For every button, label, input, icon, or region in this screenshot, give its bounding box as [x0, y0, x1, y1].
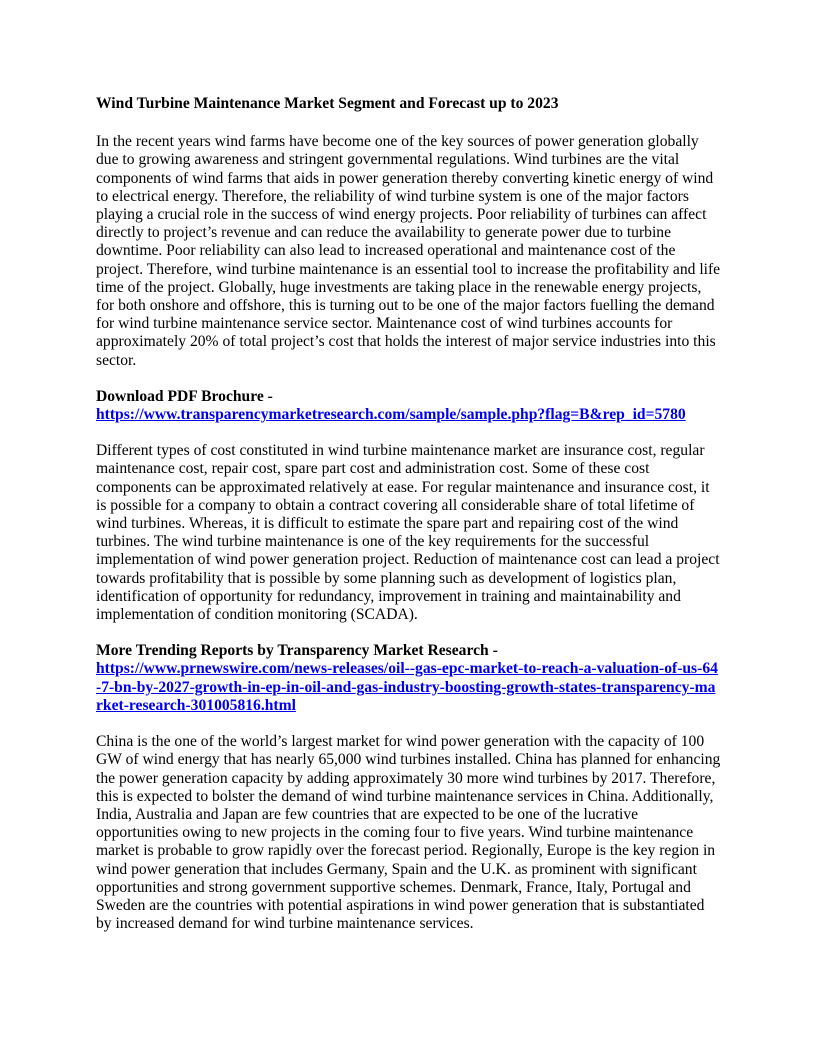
trending-link[interactable]: https://www.prnewswire.com/news-releases/oil--gas-epc-market-to-reach-a-valuation-of-us-64-7-bn-by-2027-growth-in-ep-in-oil-and-gas-industry-boosting-growth-states-transparency-market-research-301005816.html	[96, 660, 718, 714]
document-title: Wind Turbine Maintenance Market Segment and Forecast up to 2023	[96, 95, 559, 112]
cost-paragraph	[96, 442, 722, 624]
brochure-label: Download PDF Brochure -	[96, 387, 273, 405]
trending-section	[96, 642, 722, 715]
cost-paragraph-text: Different types of cost constituted in wind turbine maintenance market are insurance cost, regular maintenance cost, repair cost, spare part cost and administration cost. Some of these cost components can be approximated relatively at ease. For regular maintenance and insurance cost, it is possible for a company to obtain a contract covering all considerable share of total lifetime of wind turbines. Whereas, it is difficult to estimate the spare part and repairing cost of the wind turbines. The wind turbine maintenance is one of the key requirements for the successful implementation of wind power generation project. Reduction of maintenance cost can lead a project towards profitability that is possible by some planning such as development of logistics plan, identification of opportunity for redundancy, improvement in training and maintainability and implementation of condition monitoring (SCADA).	[96, 442, 720, 624]
regional-paragraph	[96, 733, 722, 933]
brochure-link[interactable]: https://www.transparencymarketresearch.com/sample/sample.php?flag=B&rep_id=5780	[96, 406, 686, 424]
brochure-section	[96, 388, 722, 424]
document-page	[96, 95, 722, 951]
intro-paragraph	[96, 133, 722, 370]
intro-paragraph-text: In the recent years wind farms have become one of the key sources of power generation globally due to growing awareness and stringent governmental regulations. Wind turbines are the vital components of wind farms that aids in power generation thereby converting kinetic energy of wind to electrical energy. Therefore, the reliability of wind turbine system is one of the major factors playing a crucial role in the success of wind energy projects. Poor reliability of turbines can affect directly to project’s revenue and can reduce the availability to generate power due to turbine downtime. Poor reliability can also lead to increased operational and maintenance cost of the project. Therefore, wind turbine maintenance is an essential tool to increase the profitability and life time of the project. Globally, huge investments are taking place in the renewable energy projects, for both onshore and offshore, this is turning out to be one of the major factors fuelling the demand for wind turbine maintenance service sector. Maintenance cost of wind turbines accounts for approximately 20% of total project’s cost that holds the interest of major service industries into this sector.	[96, 133, 721, 369]
regional-paragraph-text: China is the one of the world’s largest market for wind power generation with the capacity of 100 GW of wind energy that has nearly 65,000 wind turbines installed. China has planned for enhancing the power generation capacity by adding approximately 30 more wind turbines by 2017. Therefore, this is expected to bolster the demand of wind turbine maintenance services in China. Additionally, India, Australia and Japan are few countries that are expected to be one of the lucrative opportunities owing to new projects in the coming four to five years. Wind turbine maintenance market is probable to grow rapidly over the forecast period. Regionally, Europe is the key region in wind power generation that includes Germany, Spain and the U.K. as prominent with significant opportunities and strong government supportive schemes. Denmark, France, Italy, Portugal and Sweden are the countries with potential aspirations in wind power generation that is substantiated by increased demand for wind turbine maintenance services.	[96, 733, 721, 933]
trending-label: More Trending Reports by Transparency Market Research -	[96, 642, 498, 660]
